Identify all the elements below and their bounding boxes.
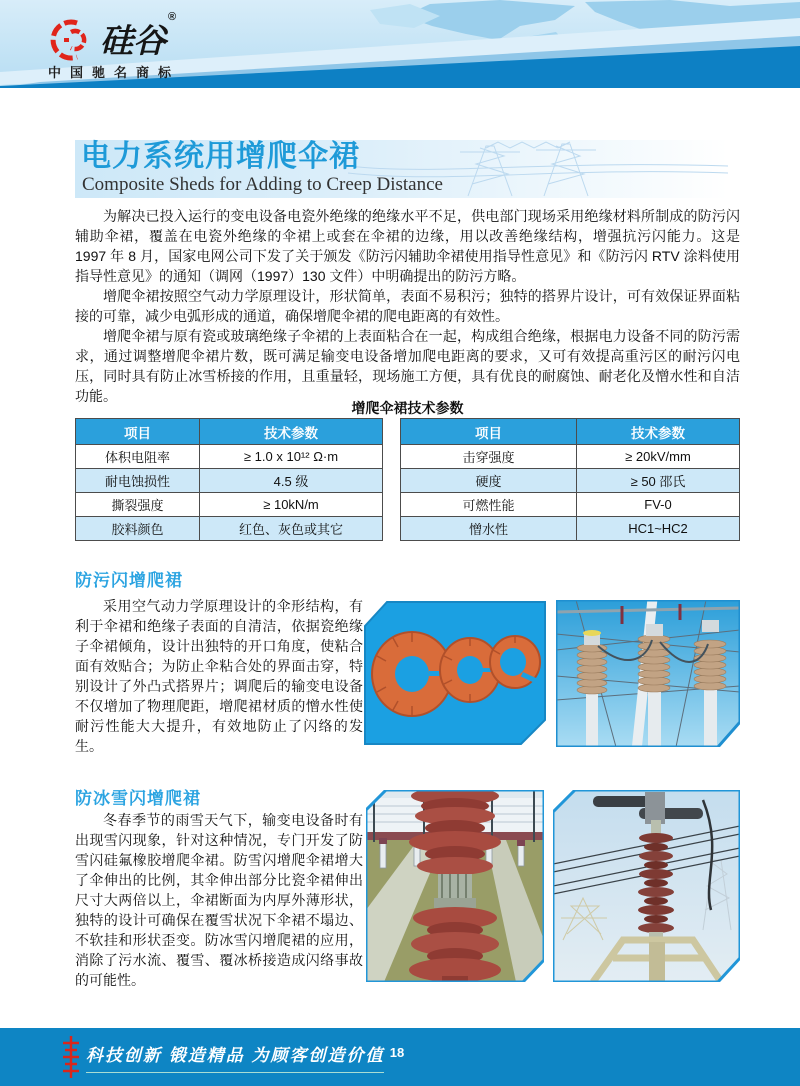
page-footer	[0, 1028, 800, 1086]
section-heading-anti-pollution: 防污闪增爬裙	[75, 571, 183, 590]
table-header-row	[76, 419, 383, 445]
cell-item: 胶料颜色	[76, 517, 200, 541]
cell-item: 耐电蚀损性	[76, 469, 200, 493]
figure-snow-shed-installed	[553, 790, 740, 982]
technical-parameters-tables	[75, 418, 740, 541]
footer-slogan: 科技创新 锻造精品 为顾客创造价值	[86, 1041, 384, 1073]
col-header-param: 技术参数	[200, 419, 383, 445]
cell-item: 体积电阻率	[76, 445, 200, 469]
table-row	[401, 493, 740, 517]
registered-mark: ®	[168, 10, 177, 23]
brand-name: 硅谷®	[100, 10, 177, 59]
cell-param: FV-0	[577, 493, 740, 517]
col-header-param: 技术参数	[577, 419, 740, 445]
section-heading-anti-snow: 防冰雪闪增爬裙	[75, 789, 201, 808]
table-row	[76, 493, 383, 517]
cell-item: 可燃性能	[401, 493, 577, 517]
cell-item: 硬度	[401, 469, 577, 493]
figure-substation-insulators	[556, 600, 740, 747]
figure-snow-shed-closeup	[366, 790, 544, 982]
col-header-item: 项目	[401, 419, 577, 445]
cell-item: 击穿强度	[401, 445, 577, 469]
cell-param: 4.5 级	[200, 469, 383, 493]
cell-item: 撕裂强度	[76, 493, 200, 517]
table-header-row	[401, 419, 740, 445]
cell-param: 红色、灰色或其它	[200, 517, 383, 541]
page-title: 电力系统用增爬伞裙	[81, 140, 360, 173]
table-row	[76, 469, 383, 493]
table-caption: 增爬伞裙技术参数	[351, 400, 464, 416]
section-paragraph: 冬春季节的雨雪天气下，输变电设备时有出现雪闪现象，针对这种情况，专门开发了防雪闪硅氟橡胶增爬伞裙。防雪闪增爬伞裙增大了伞伸出的比例，其伞伸出部分比瓷伞裙伸出尺寸大两倍以上，伞裙断面为内厚外薄形状，独特的设计可确保在覆雪状况下伞裙不塌边、不软挂和形状歪变。防冰雪闪增爬裙的应用，消除了污水流、覆雪、覆冰桥接造成闪络事故的可能性。	[75, 812, 363, 988]
figure-shed-rings-product	[363, 600, 547, 746]
cell-param: ≥ 20kV/mm	[577, 445, 740, 469]
cell-item: 憎水性	[401, 517, 577, 541]
spec-table-right	[400, 418, 740, 541]
cell-param: HC1~HC2	[577, 517, 740, 541]
section-body-anti-snow	[75, 810, 363, 990]
cell-param: ≥ 1.0 x 10¹² Ω·m	[200, 445, 383, 469]
page-number: 18	[389, 1045, 405, 1060]
cell-param: ≥ 10kN/m	[200, 493, 383, 517]
title-band	[75, 140, 728, 198]
table-row	[401, 469, 740, 493]
intro-paragraph: 增爬伞裙与原有瓷或玻璃绝缘子伞裙的上表面粘合在一起，构成组合绝缘，根据电力设备不同的防污需求，通过调整增爬伞裙片数，既可满足输变电设备增加爬电距离的要求，又可有效提高重污区的耐污闪电压，同时具有防止冰雪桥接的作用，且重量轻，现场施工方便，具有优良的耐腐蚀、耐老化及憎水性和自洁功能。	[75, 328, 740, 404]
cell-param: ≥ 50 邵氏	[577, 469, 740, 493]
table-row	[76, 517, 383, 541]
brand-tagline: 中国驰名商标	[48, 65, 181, 80]
page-header	[0, 0, 800, 88]
section-body-anti-pollution	[75, 596, 363, 756]
brand-logo	[46, 10, 177, 62]
insulator-icon	[62, 1035, 80, 1079]
intro-paragraphs	[75, 206, 740, 406]
intro-paragraph: 为解决已投入运行的变电设备电瓷外绝缘的绝缘水平不足，供电部门现场采用绝缘材料所制成的防污闪辅助伞裙，覆盖在电瓷外绝缘的伞裙上或套在伞裙的边缘，用以改善绝缘结构，增强抗污闪能力。这是 1997 年 8 月，国家电网公司下发了关于颁发《防污闪辅助伞裙使用指导性意见》和《防污闪 RTV 涂料使用指导性意见》的通知（调网（1997）130 文件）中明确提出的防污方略。	[75, 208, 740, 284]
page-subtitle: Composite Sheds for Adding to Creep Distance	[82, 174, 443, 195]
brand-logo-icon	[46, 18, 90, 62]
section-paragraph: 采用空气动力学原理设计的伞形结构，有利于伞裙和绝缘子表面的自清洁，依据瓷绝缘子伞裙倾角，设计出独特的开口角度，使粘合面有效贴合；为防止伞粘合处的界面击穿，特别设计了外凸式搭界片；调爬后的输变电设备不仅增加了物理爬距，增爬裙材质的憎水性使耐污性能大大提升，有效地防止了闪络的发生。	[75, 598, 363, 754]
table-row	[401, 445, 740, 469]
table-row	[401, 517, 740, 541]
intro-paragraph: 增爬伞裙按照空气动力学原理设计，形状简单，表面不易积污；独特的搭界片设计，可有效保证界面粘接的可靠，减少电弧形成的通道，确保增爬伞裙的爬电距离的有效性。	[75, 288, 740, 324]
table-row	[76, 445, 383, 469]
spec-table-left	[75, 418, 383, 541]
col-header-item: 项目	[76, 419, 200, 445]
